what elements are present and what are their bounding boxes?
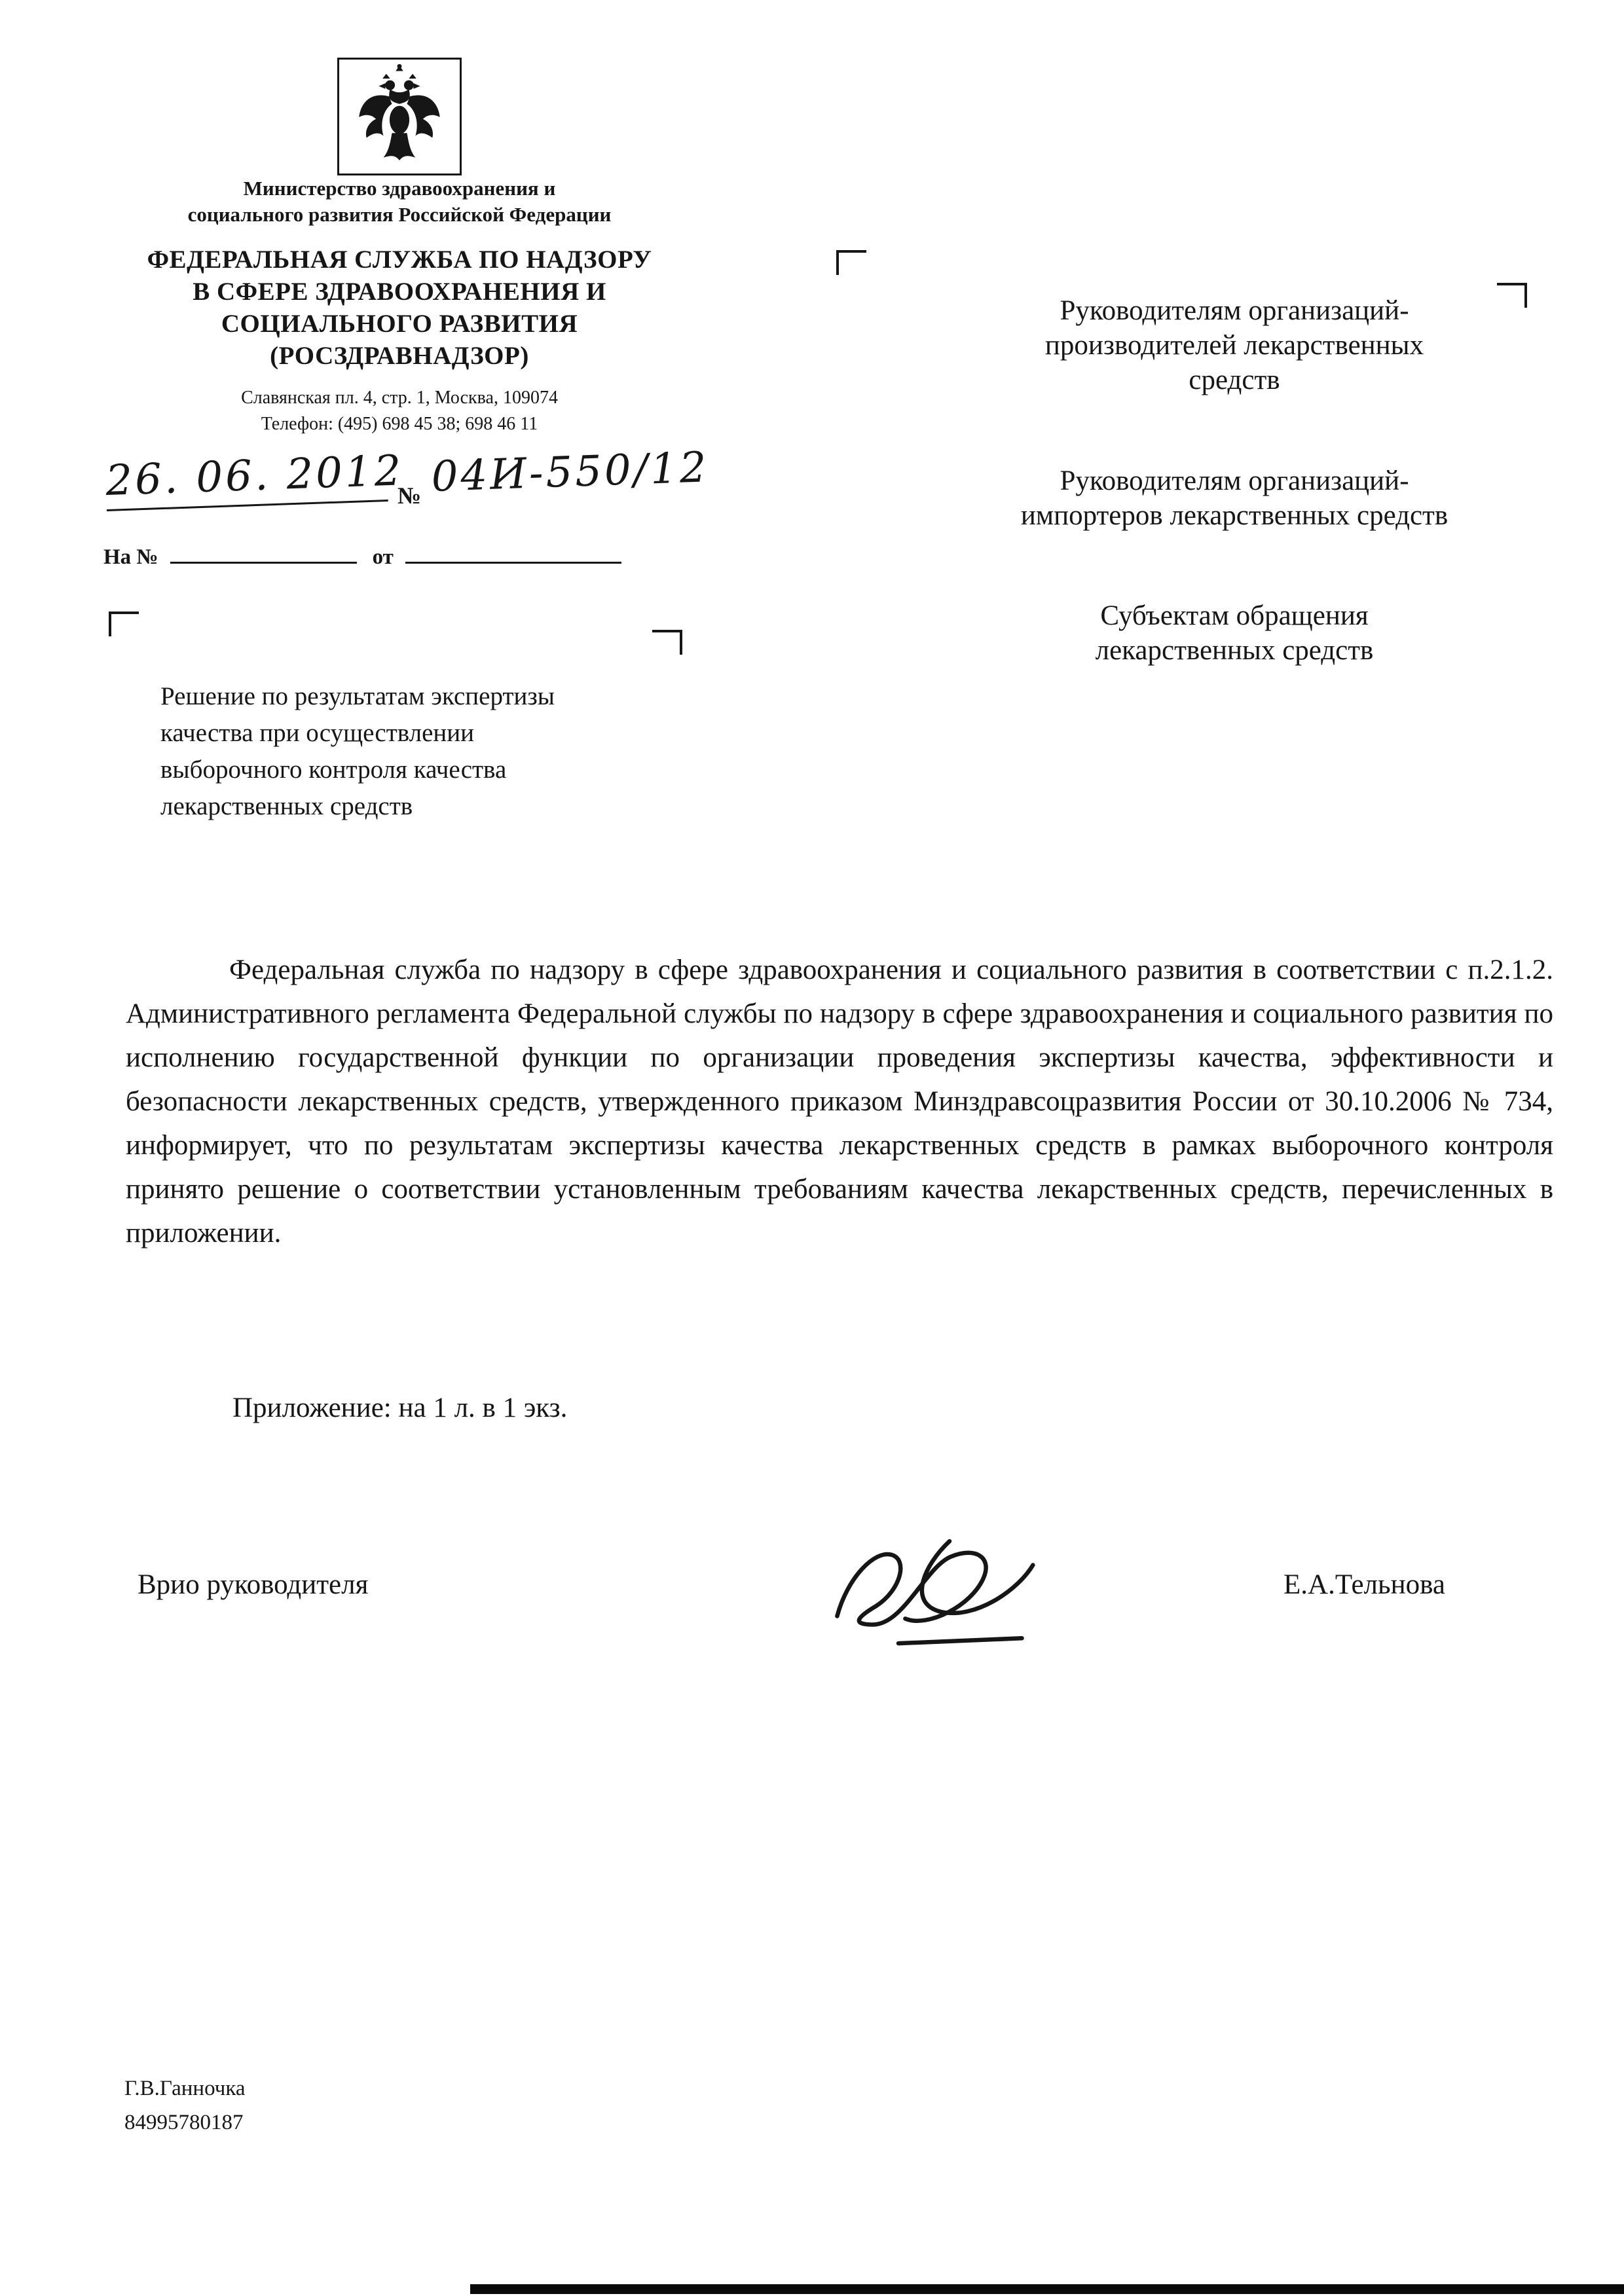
subject-line: качества при осуществлении [160, 719, 475, 747]
addressee-line: Руководителям организаций- [1060, 295, 1409, 326]
subject-line: выборочного контроля качества [160, 756, 507, 784]
executor-phone: 84995780187 [124, 2111, 244, 2134]
addressee-line: Руководителям организаций- [1060, 465, 1409, 496]
addressee-circulation-subjects [904, 598, 1565, 668]
service-line: СОЦИАЛЬНОГО РАЗВИТИЯ [221, 310, 578, 338]
subject-line: лекарственных средств [160, 792, 413, 820]
addressee-line: импортеров лекарственных средств [1020, 500, 1449, 531]
subject-zone-corner-mark [652, 630, 682, 655]
service-header [85, 244, 714, 372]
signature-scribble [822, 1516, 1077, 1673]
subject-zone-corner-mark [109, 611, 139, 636]
reply-number-label: На № [103, 545, 158, 569]
handwritten-outgoing-number: 04И-550/12 [430, 443, 710, 501]
org-address-line: Славянская пл. 4, стр. 1, Москва, 109074 [241, 388, 558, 408]
executor-block [124, 2071, 246, 2140]
number-sign: № [397, 483, 422, 509]
reply-from-label: от [372, 545, 394, 569]
subject-line: Решение по результатам экспертизы [160, 682, 555, 710]
scan-artifact-bar [470, 2284, 1624, 2294]
service-line: ФЕДЕРАЛЬНАЯ СЛУЖБА ПО НАДЗОРУ [147, 246, 652, 274]
addressee-line: производителей лекарственных [1044, 330, 1424, 361]
coat-of-arms-box [337, 58, 462, 175]
addressee-zone-corner-mark [836, 250, 866, 275]
addressee-line: средств [1189, 365, 1280, 395]
ministry-header [85, 175, 714, 228]
subject-block [160, 678, 750, 825]
service-line: В СФЕРЕ ЗДРАВООХРАНЕНИЯ И [193, 278, 606, 306]
ministry-line: социального развития Российской Федерации [187, 203, 612, 226]
addressee-line: лекарственных средств [1095, 635, 1374, 666]
addressee-importers [904, 464, 1565, 533]
addressee-manufacturers [904, 293, 1565, 397]
org-contact-block [85, 385, 714, 437]
handwritten-date: 26. 06. 2012 [105, 447, 388, 511]
reply-date-blank [405, 542, 621, 564]
double-headed-eagle-icon [350, 64, 449, 170]
attachment-note: Приложение: на 1 л. в 1 экз. [232, 1393, 568, 1423]
addressee-line: Субъектам обращения [1100, 600, 1369, 631]
service-line: (РОСЗДРАВНАДЗОР) [270, 342, 529, 370]
reply-number-blank [170, 542, 357, 564]
ministry-line: Министерство здравоохранения и [243, 177, 556, 200]
executor-name: Г.В.Ганночка [124, 2077, 246, 2100]
body-paragraph: Федеральная служба по надзору в сфере здравоохранения и социального развития в соответствии с п.2.1.2. Административного регламента Федеральной службы по надзору в сфере здравоохранения и социального развития по исполнению государственной функции по организации проведения экспертизы качества, эффективности и безопасности лекарственных средств, утвержденного приказом Минздравсоцразвития России от 30.10.2006 № 734, информирует, что по результатам экспертизы качества лекарственных средств в рамках выборочного контроля принято решение о соответствии установленным требованиям качества лекарственных средств, перечисленных в приложении. [126, 955, 1553, 1248]
org-phone-line: Телефон: (495) 698 45 38; 698 46 11 [261, 414, 538, 434]
reply-reference-row [103, 542, 758, 570]
signer-name: Е.А.Тельнова [1283, 1569, 1445, 1600]
outgoing-reference-row [101, 443, 789, 524]
signer-title: Врио руководителя [138, 1569, 369, 1600]
